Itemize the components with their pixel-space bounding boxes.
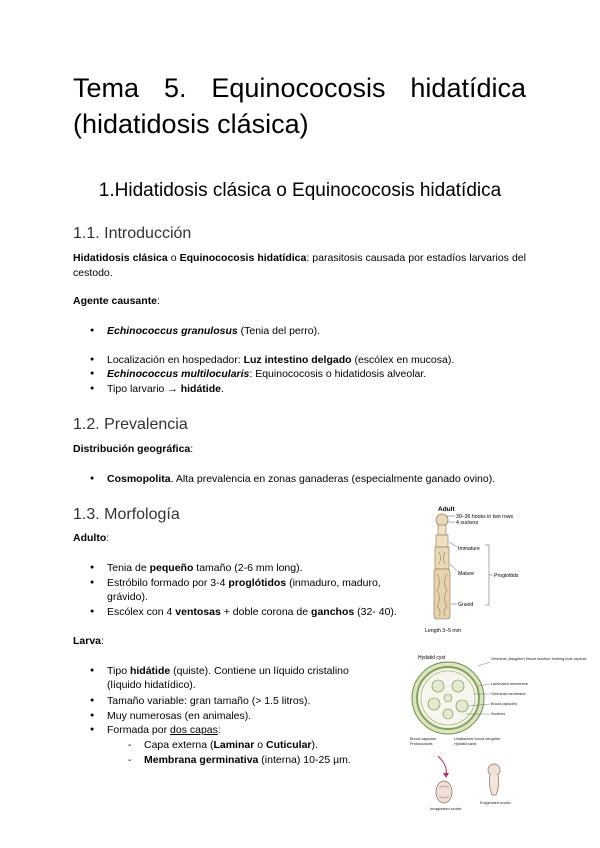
species-name: Echinococcus granulosus bbox=[107, 325, 238, 337]
list-item: ● Muy numerosas (en animales). bbox=[90, 709, 251, 723]
bold-text: hidátide bbox=[180, 383, 221, 395]
fig-label-mature: Mature bbox=[458, 571, 475, 577]
term-equinococosis: Equinococosis hidatídica bbox=[179, 252, 307, 264]
fig-label-hooks: 30–36 hooks in two rows bbox=[456, 514, 514, 520]
colon: : bbox=[101, 635, 104, 647]
colon: : bbox=[106, 532, 110, 544]
bold-text: ventosas bbox=[175, 606, 221, 618]
fig-label-proglottids: Proglottids bbox=[494, 573, 519, 579]
brood-capsule-shape bbox=[443, 709, 453, 719]
text: (escólex en mucosa). bbox=[351, 354, 455, 366]
title-line-1: Tema 5. Equinococosis hidatídica bbox=[73, 73, 526, 103]
arrowhead-shape bbox=[443, 773, 449, 778]
callout-line bbox=[478, 662, 490, 666]
heading-introduccion: 1.1. Introducción bbox=[73, 225, 192, 242]
text: (líquido hidatídico). bbox=[107, 679, 196, 691]
text: ). bbox=[311, 739, 318, 751]
underlined-text: dos capas bbox=[170, 724, 218, 736]
text: (inmaduro, maduro, bbox=[286, 577, 381, 589]
colon: : bbox=[157, 295, 160, 307]
bold-text: Cuticular bbox=[266, 739, 312, 751]
text: . Alta prevalencia en zonas ganaderas (especialmente ganado ovino). bbox=[170, 473, 496, 485]
intro-paragraph bbox=[73, 251, 526, 281]
list-item bbox=[90, 723, 221, 737]
text: . bbox=[220, 383, 224, 395]
evaginated-scolex-body-shape bbox=[489, 775, 498, 795]
brood-capsule-shape bbox=[428, 698, 440, 710]
page-title bbox=[73, 70, 526, 142]
neck-shape bbox=[438, 525, 446, 535]
text: Tipo bbox=[107, 665, 130, 677]
text: (quiste). Contiene un líquido cristalino bbox=[170, 665, 349, 677]
title-line-2: (hidatidosis clásica) bbox=[73, 109, 309, 139]
label-text: Distribución geográfica bbox=[73, 443, 191, 455]
text: Localización en hospedador: bbox=[107, 354, 244, 366]
text: grávido). bbox=[107, 591, 148, 603]
text: Tipo larvario → bbox=[107, 383, 181, 395]
label-distribucion bbox=[73, 443, 193, 455]
label-larva bbox=[73, 635, 104, 647]
list-item: ● Tamaño variable: gran tamaño (> 1.5 litros). bbox=[90, 694, 310, 708]
bold-text: hidátide bbox=[129, 665, 171, 677]
label-adulto bbox=[73, 532, 109, 544]
brood-capsule-shape bbox=[444, 694, 452, 702]
bold-text: Luz intestino delgado bbox=[243, 354, 352, 366]
list-item bbox=[90, 382, 224, 396]
bold-text: pequeño bbox=[149, 562, 194, 574]
fig-label-gravid: Gravid bbox=[458, 602, 474, 608]
list-item bbox=[90, 367, 426, 381]
mature-proglottid-shape bbox=[435, 547, 449, 569]
callout-line bbox=[449, 542, 457, 547]
fig-cyst-title: Hydatid cyst bbox=[418, 655, 446, 661]
colon: : bbox=[190, 443, 194, 455]
fig-label-suckers: 4 suckers bbox=[456, 520, 479, 526]
bold-text: Laminar bbox=[213, 739, 255, 751]
bold-text: Membrana germinativa bbox=[144, 754, 259, 766]
text: (32- 40). bbox=[354, 606, 397, 618]
fig-cyst-label: Germinal membrane bbox=[491, 692, 526, 696]
sub-list-item bbox=[128, 738, 318, 752]
list-item bbox=[90, 664, 349, 692]
invaginated-scolex-shape bbox=[436, 781, 452, 803]
text: Escólex con 4 bbox=[107, 606, 176, 618]
heading-morfologia: 1.3. Morfología bbox=[73, 506, 180, 523]
text: Estróbilo formado por 3-4 bbox=[107, 577, 229, 589]
immature-proglottid-shape bbox=[436, 535, 448, 547]
text: + doble corona de bbox=[220, 606, 312, 618]
fig-label-length: Length 3–5 mm bbox=[425, 628, 462, 634]
bold-text: Cosmopolita bbox=[107, 473, 171, 485]
list-item bbox=[90, 353, 454, 367]
brood-capsule-shape bbox=[452, 680, 464, 692]
section-heading-1: 1.Hidatidosis clásica o Equinococosis hidatídica bbox=[98, 180, 502, 201]
label-text: Agente causante bbox=[73, 295, 158, 307]
fig-cyst-label: Laminated membrane bbox=[491, 682, 528, 686]
fig-cyst-label: Unattached brood daughter bbox=[454, 737, 501, 741]
list-item bbox=[90, 324, 320, 338]
text: tamaño (2-6 mm long). bbox=[193, 562, 303, 574]
list-item bbox=[90, 472, 495, 486]
list-item bbox=[90, 576, 381, 604]
fig-cyst-label: Invaginated scolex bbox=[430, 807, 462, 811]
gravid-proglottid-shape bbox=[434, 569, 450, 619]
bold-text: ganchos bbox=[311, 606, 355, 618]
text: Formada por bbox=[107, 724, 171, 736]
evaginated-scolex-head-shape bbox=[488, 764, 500, 776]
text: (interna) 10-25 µm. bbox=[258, 754, 351, 766]
fig-cyst-label: Protoscolices bbox=[410, 742, 433, 746]
proglottids-bracket bbox=[485, 545, 493, 605]
label-agente bbox=[73, 295, 160, 307]
label-text: Larva bbox=[73, 635, 102, 647]
fig-cyst-label: Scolices bbox=[491, 712, 506, 716]
hydatid-cyst-figure bbox=[408, 652, 587, 820]
fig-cyst-label: Brood capsules bbox=[491, 702, 518, 706]
list-item bbox=[90, 561, 303, 575]
arrow-shape bbox=[438, 756, 446, 774]
label-text: Adulto bbox=[73, 532, 107, 544]
text: Tenia de bbox=[107, 562, 150, 574]
brood-capsule-shape bbox=[432, 680, 444, 692]
adult-tapeworm-figure bbox=[425, 504, 535, 636]
heading-prevalencia: 1.2. Prevalencia bbox=[73, 416, 188, 433]
list-item bbox=[90, 605, 397, 619]
sub-list-item bbox=[128, 753, 351, 767]
fig-cyst-label: Germinal (daughter) tissue reaction forming host capsule bbox=[491, 657, 587, 661]
text: (Tenia del perro). bbox=[237, 325, 320, 337]
text: : bbox=[217, 724, 221, 736]
species-name: Echinococcus multilocularis bbox=[107, 368, 250, 380]
term-hidatidosis: Hidatidosis clásica bbox=[73, 252, 168, 264]
fig-cyst-label: Evaginated scolex bbox=[480, 801, 511, 805]
fig-cyst-label: Brood capsules bbox=[410, 737, 437, 741]
callout-line bbox=[450, 564, 457, 571]
fig-label-immature: Immature bbox=[458, 546, 480, 552]
brood-capsule-shape bbox=[456, 700, 468, 712]
text: o bbox=[254, 739, 267, 751]
text: : Equinococosis o hidatidosis alveolar. bbox=[249, 368, 427, 380]
fig-cyst-label: Hydatid sand bbox=[454, 742, 477, 746]
text: Capa externa ( bbox=[144, 739, 214, 751]
text: : parasitosis causada por estadíos larvarios del cestodo. bbox=[73, 252, 526, 279]
bold-text: proglótidos bbox=[228, 577, 287, 589]
fig-adult-title: Adult bbox=[438, 506, 455, 513]
scolex-shape bbox=[436, 514, 448, 526]
text: o bbox=[167, 252, 180, 264]
